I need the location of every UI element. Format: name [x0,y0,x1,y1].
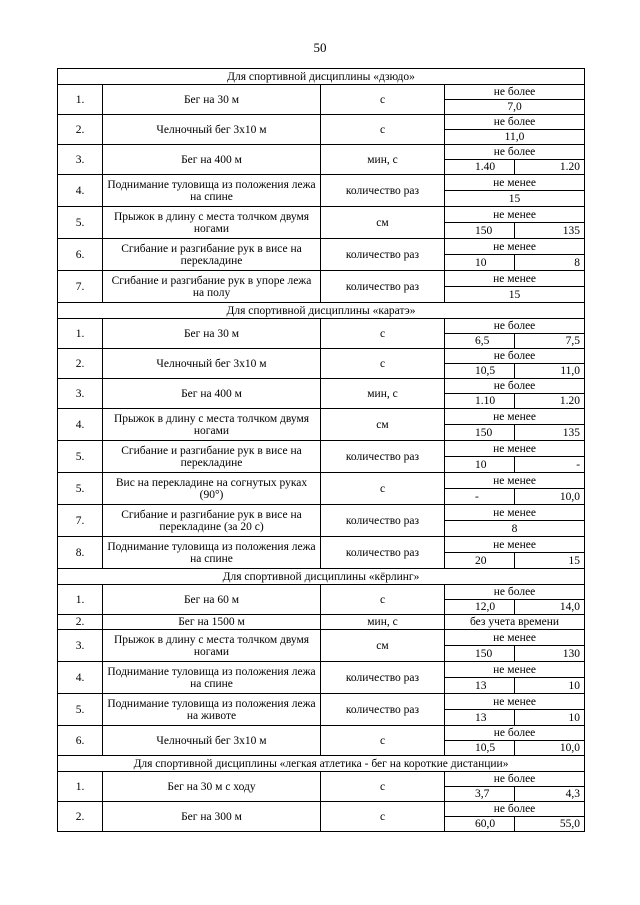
unit: с [321,319,445,349]
section-title: Для спортивной дисциплины «легкая атлетика - бег на короткие дистанции» [58,756,585,772]
value-cell: 10 [445,255,515,271]
row-number: 1. [58,85,103,115]
unit: с [321,349,445,379]
condition: не менее [445,207,585,223]
unit: количество раз [321,239,445,271]
exercise-name: Прыжок в длину с места толчком двумя ногами [103,207,321,239]
table-row [58,662,585,678]
unit: с [321,473,445,505]
exercise-name: Бег на 300 м [103,802,321,832]
value-cell: 10,5 [445,741,515,756]
value-cell: 10 [445,457,515,473]
condition: не менее [445,175,585,191]
unit: мин, с [321,379,445,409]
table-row [58,802,585,817]
value-cell: 1.10 [445,394,515,409]
row-number: 3. [58,145,103,175]
table-row [58,473,585,489]
value-cell: 15 [445,287,585,303]
row-number: 8. [58,537,103,569]
table-row [58,441,585,457]
table-row [58,115,585,130]
exercise-name: Сгибание и разгибание рук в упоре лежа на полу [103,271,321,303]
condition: не менее [445,662,585,678]
unit: мин, с [321,145,445,175]
value-cell: 10 [515,678,585,694]
condition: не менее [445,630,585,646]
row-number: 1. [58,772,103,802]
value-cell: 14,0 [515,600,585,615]
row-number: 2. [58,349,103,379]
condition: не более [445,319,585,334]
value-cell: 15 [515,553,585,569]
exercise-name: Сгибание и разгибание рук в висе на перекладине (за 20 с) [103,505,321,537]
exercise-name: Поднимание туловища из положения лежа на спине [103,175,321,207]
section-title: Для спортивной дисциплины «кёрлинг» [58,569,585,585]
row-number: 2. [58,615,103,630]
table-row [58,505,585,521]
value-cell: 10,0 [515,741,585,756]
condition: не менее [445,505,585,521]
row-number: 6. [58,239,103,271]
value-cell: 1.40 [445,160,515,175]
value-cell: 150 [445,223,515,239]
exercise-name: Поднимание туловища из положения лежа на спине [103,662,321,694]
value-cell: - [515,457,585,473]
table-row [58,271,585,287]
unit: мин, с [321,615,445,630]
row-number: 4. [58,409,103,441]
value-cell: 150 [445,646,515,662]
table-row [58,239,585,255]
exercise-name: Бег на 60 м [103,585,321,615]
value-cell: 15 [445,191,585,207]
row-number: 4. [58,662,103,694]
value-cell: 20 [445,553,515,569]
table-row [58,207,585,223]
exercise-name: Бег на 30 м с ходу [103,772,321,802]
unit: с [321,802,445,832]
exercise-name: Бег на 400 м [103,145,321,175]
condition: не более [445,379,585,394]
value-cell: 11,0 [515,364,585,379]
unit: количество раз [321,271,445,303]
exercise-name: Челночный бег 3х10 м [103,349,321,379]
value-cell: - [445,489,515,505]
value-cell: 55,0 [515,817,585,832]
condition: не менее [445,271,585,287]
value-cell: 7,5 [515,334,585,349]
value-cell: 135 [515,425,585,441]
row-number: 3. [58,379,103,409]
table-row [58,319,585,334]
value-cell: 6,5 [445,334,515,349]
row-number: 3. [58,630,103,662]
value-cell: 10,0 [515,489,585,505]
table-row [58,175,585,191]
value-cell: 10 [515,710,585,726]
condition: не менее [445,537,585,553]
section-header-row [58,756,585,772]
condition: не менее [445,694,585,710]
table-row [58,726,585,741]
condition: не более [445,726,585,741]
value-cell: без учета времени [445,615,585,630]
condition: не менее [445,441,585,457]
value-cell: 8 [445,521,585,537]
condition: не менее [445,409,585,425]
standards-table [57,68,585,832]
page-number: 50 [313,40,327,55]
exercise-name: Бег на 1500 м [103,615,321,630]
unit: с [321,772,445,802]
row-number: 2. [58,802,103,832]
unit: см [321,630,445,662]
value-cell: 1.20 [515,160,585,175]
unit: с [321,726,445,756]
value-cell: 4,3 [515,787,585,802]
exercise-name: Сгибание и разгибание рук в висе на перекладине [103,239,321,271]
row-number: 7. [58,505,103,537]
unit: с [321,85,445,115]
value-cell: 3,7 [445,787,515,802]
exercise-name: Челночный бег 3х10 м [103,115,321,145]
section-header-row [58,303,585,319]
row-number: 5. [58,473,103,505]
exercise-name: Бег на 400 м [103,379,321,409]
table-row [58,615,585,630]
value-cell: 8 [515,255,585,271]
unit: количество раз [321,694,445,726]
exercise-name: Челночный бег 3х10 м [103,726,321,756]
section-header-row [58,569,585,585]
section-header-row [58,69,585,85]
value-cell: 60,0 [445,817,515,832]
unit: количество раз [321,537,445,569]
exercise-name: Прыжок в длину с места толчком двумя ногами [103,409,321,441]
table-row [58,630,585,646]
unit: с [321,585,445,615]
value-cell: 150 [445,425,515,441]
value-cell: 135 [515,223,585,239]
exercise-name: Бег на 30 м [103,319,321,349]
row-number: 1. [58,585,103,615]
condition: не менее [445,239,585,255]
value-cell: 130 [515,646,585,662]
condition: не более [445,85,585,100]
exercise-name: Прыжок в длину с места толчком двумя ногами [103,630,321,662]
row-number: 1. [58,319,103,349]
table-row [58,694,585,710]
row-number: 7. [58,271,103,303]
table-row [58,379,585,394]
unit: количество раз [321,175,445,207]
table-row [58,349,585,364]
section-title: Для спортивной дисциплины «каратэ» [58,303,585,319]
value-cell: 12,0 [445,600,515,615]
exercise-name: Вис на перекладине на согнутых руках (90°) [103,473,321,505]
unit: количество раз [321,441,445,473]
unit: с [321,115,445,145]
table-row [58,409,585,425]
unit: количество раз [321,662,445,694]
unit: количество раз [321,505,445,537]
row-number: 2. [58,115,103,145]
exercise-name: Поднимание туловища из положения лежа на спине [103,537,321,569]
unit: см [321,207,445,239]
condition: не более [445,349,585,364]
row-number: 4. [58,175,103,207]
section-title: Для спортивной дисциплины «дзюдо» [58,69,585,85]
condition: не более [445,772,585,787]
condition: не более [445,145,585,160]
exercise-name: Бег на 30 м [103,85,321,115]
condition: не менее [445,473,585,489]
condition: не более [445,585,585,600]
table-row [58,772,585,787]
row-number: 6. [58,726,103,756]
table-row [58,145,585,160]
unit: см [321,409,445,441]
value-cell: 11,0 [445,130,585,145]
value-cell: 13 [445,678,515,694]
row-number: 5. [58,441,103,473]
value-cell: 10,5 [445,364,515,379]
table-row [58,585,585,600]
table-row [58,537,585,553]
value-cell: 1.20 [515,394,585,409]
condition: не более [445,115,585,130]
row-number: 5. [58,694,103,726]
table-row [58,85,585,100]
condition: не более [445,802,585,817]
value-cell: 7,0 [445,100,585,115]
value-cell: 13 [445,710,515,726]
row-number: 5. [58,207,103,239]
exercise-name: Сгибание и разгибание рук в висе на перекладине [103,441,321,473]
exercise-name: Поднимание туловища из положения лежа на животе [103,694,321,726]
